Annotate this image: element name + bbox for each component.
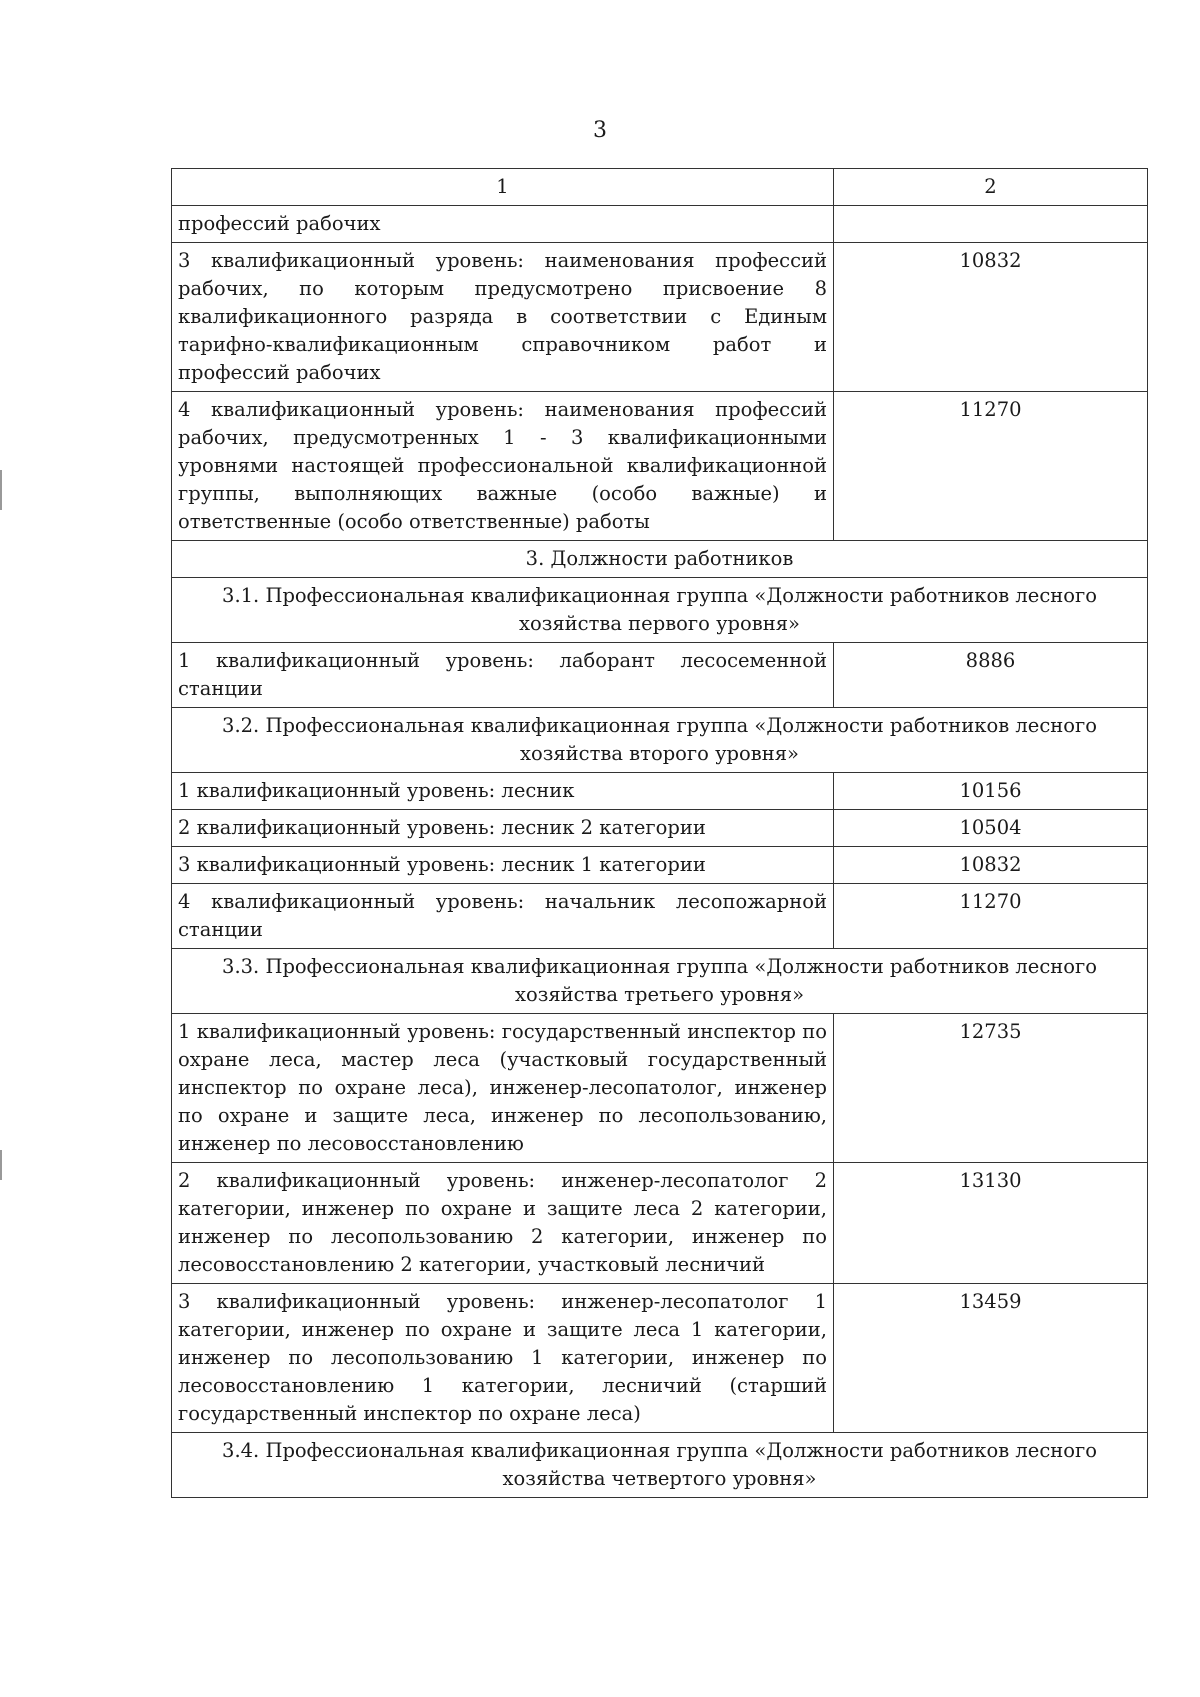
salary-value: 11270: [834, 392, 1148, 541]
column-header-2: 2: [834, 169, 1148, 206]
qualification-level-text: 2 квалификационный уровень: лесник 2 категории: [172, 810, 834, 847]
group-row: [172, 578, 1148, 643]
salary-value: 8886: [834, 643, 1148, 708]
table-row: [172, 884, 1148, 949]
scan-edge-mark: [0, 1150, 2, 1180]
salary-value: 13130: [834, 1163, 1148, 1284]
table-row: [172, 847, 1148, 884]
salary-value: 10504: [834, 810, 1148, 847]
salary-value: 12735: [834, 1014, 1148, 1163]
salary-value: 10832: [834, 243, 1148, 392]
table-row: [172, 810, 1148, 847]
group-row: [172, 949, 1148, 1014]
qualification-level-text: 1 квалификационный уровень: государственный инспектор по охране леса, мастер леса (участковый государственный инспектор по охране леса), инженер-лесопатолог, инженер по охране и защите леса, инженер по лесопользованию, инженер по лесовосстановлению: [172, 1014, 834, 1163]
qualification-level-text: 2 квалификационный уровень: инженер-лесопатолог 2 категории, инженер по охране и защите леса 2 категории, инженер по лесопользованию 2 категории, инженер по лесовосстановлению 2 категории, участковый лесничий: [172, 1163, 834, 1284]
table-row: [172, 773, 1148, 810]
table-row: [172, 1163, 1148, 1284]
scan-edge-mark: [0, 470, 2, 510]
column-header-1: 1: [172, 169, 834, 206]
salary-table: [171, 168, 1148, 1498]
salary-value: 10832: [834, 847, 1148, 884]
qualification-level-text: 3 квалификационный уровень: наименования профессий рабочих, по которым предусмотрено присвоение 8 квалификационного разряда в соответствии с Единым тарифно-квалификационным справочником работ и профессий рабочих: [172, 243, 834, 392]
group-heading: 3.3. Профессиональная квалификационная группа «Должности работников лесного хозяйства третьего уровня»: [172, 949, 1148, 1014]
table-row: [172, 206, 1148, 243]
qualification-level-text: 1 квалификационный уровень: лесник: [172, 773, 834, 810]
section-row: [172, 541, 1148, 578]
salary-value: 13459: [834, 1284, 1148, 1433]
table-row: [172, 643, 1148, 708]
qualification-level-text: профессий рабочих: [172, 206, 834, 243]
table-row: [172, 1014, 1148, 1163]
section-heading: 3. Должности работников: [172, 541, 1148, 578]
group-row: [172, 708, 1148, 773]
qualification-level-text: 3 квалификационный уровень: лесник 1 категории: [172, 847, 834, 884]
group-heading: 3.4. Профессиональная квалификационная группа «Должности работников лесного хозяйства четвертого уровня»: [172, 1433, 1148, 1498]
group-heading: 3.2. Профессиональная квалификационная группа «Должности работников лесного хозяйства второго уровня»: [172, 708, 1148, 773]
table-row: [172, 1284, 1148, 1433]
table-header-row: [172, 169, 1148, 206]
qualification-level-text: 4 квалификационный уровень: наименования профессий рабочих, предусмотренных 1 - 3 квалификационными уровнями настоящей профессиональной квалификационной группы, выполняющих важные (особо важные) и ответственные (особо ответственные) работы: [172, 392, 834, 541]
table-row: [172, 243, 1148, 392]
group-heading: 3.1. Профессиональная квалификационная группа «Должности работников лесного хозяйства первого уровня»: [172, 578, 1148, 643]
salary-value: 10156: [834, 773, 1148, 810]
qualification-level-text: 4 квалификационный уровень: начальник лесопожарной станции: [172, 884, 834, 949]
qualification-level-text: 1 квалификационный уровень: лаборант лесосеменной станции: [172, 643, 834, 708]
page-number: 3: [593, 118, 607, 143]
qualification-level-text: 3 квалификационный уровень: инженер-лесопатолог 1 категории, инженер по охране и защите леса 1 категории, инженер по лесопользованию 1 категории, инженер по лесовосстановлению 1 категории, лесничий (старший государственный инспектор по охране леса): [172, 1284, 834, 1433]
salary-value: [834, 206, 1148, 243]
salary-value: 11270: [834, 884, 1148, 949]
table-row: [172, 392, 1148, 541]
group-row: [172, 1433, 1148, 1498]
